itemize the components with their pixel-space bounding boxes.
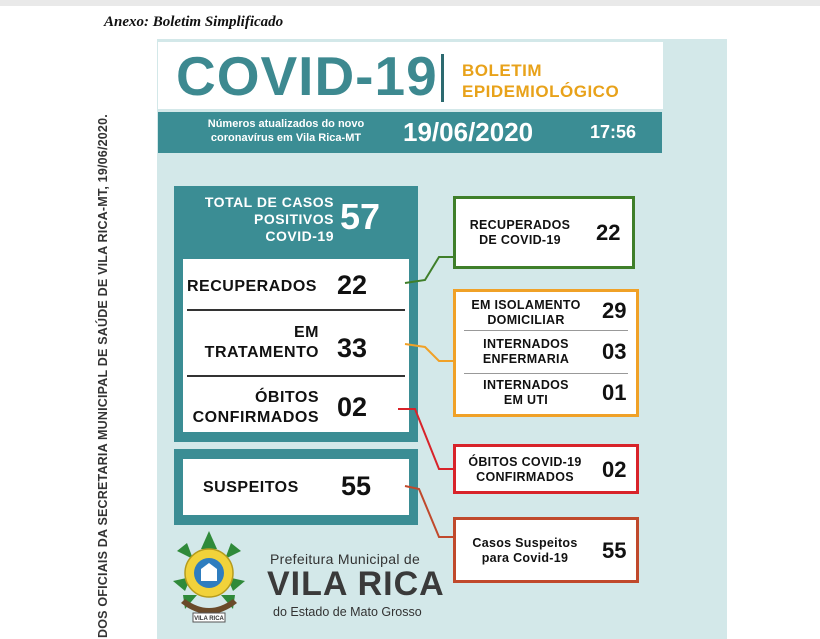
uti-value: 01 bbox=[602, 380, 627, 405]
isolamento-label bbox=[460, 298, 592, 328]
recuperados-card-label bbox=[460, 218, 580, 248]
obitos-card-label bbox=[460, 455, 590, 485]
obitos-label-line-2: CONFIRMADOS bbox=[192, 409, 319, 426]
tratamento-card bbox=[453, 289, 639, 417]
suspeitos-card-line-2: para Covid-19 bbox=[481, 551, 569, 565]
obitos-label-line-1: ÓBITOS bbox=[254, 389, 319, 406]
total-label-line-3: COVID-19 bbox=[265, 228, 334, 244]
suspeitos-connector bbox=[405, 486, 453, 537]
prefeitura-label: Prefeitura Municipal de bbox=[270, 551, 421, 567]
tratamento-card-divider-1 bbox=[464, 330, 628, 331]
logo-ribbon-text: VILA RICA bbox=[194, 616, 224, 622]
suspeitos-value: 55 bbox=[341, 471, 372, 501]
suspeitos-card bbox=[453, 517, 639, 583]
recuperados-connector bbox=[405, 257, 453, 283]
update-note-line-1: Números atualizados do novo bbox=[207, 118, 365, 130]
suspeitos-card-value: 55 bbox=[602, 538, 627, 563]
city-name: VILA RICA bbox=[267, 565, 445, 603]
recuperados-card-line-1: RECUPERADOS bbox=[469, 218, 571, 232]
enfermaria-label bbox=[460, 337, 592, 367]
recuperados-label: RECUPERADOS bbox=[187, 278, 317, 295]
update-note-line-2: coronavírus em Vila Rica-MT bbox=[210, 132, 362, 144]
update-time: 17:56 bbox=[590, 122, 637, 142]
obitos-card-line-1: ÓBITOS COVID-19 bbox=[468, 455, 582, 469]
isolamento-value: 29 bbox=[602, 298, 627, 323]
obitos-card-value: 02 bbox=[602, 457, 627, 482]
tratamento-label-line-1: EM bbox=[294, 324, 319, 341]
suspeitos-card-line-1: Casos Suspeitos bbox=[472, 536, 578, 550]
obitos-card bbox=[453, 444, 639, 494]
tratamento-label-line-2: TRATAMENTO bbox=[204, 344, 319, 361]
obitos-card-line-2: CONFIRMADOS bbox=[476, 470, 574, 484]
recuperados-value: 22 bbox=[337, 270, 368, 300]
bulletin-title: COVID-19 bbox=[176, 45, 438, 107]
vertical-source-note: DOS OFICIAIS DA SECRETARIA MUNICIPAL DE SAÚDE DE VILA RICA-MT, 19/06/2020. bbox=[96, 114, 110, 638]
recuperados-card-value: 22 bbox=[596, 220, 621, 245]
total-cases-value: 57 bbox=[340, 196, 381, 237]
isolamento-line-2: DOMICILIAR bbox=[487, 313, 565, 327]
obitos-value: 02 bbox=[337, 392, 368, 422]
covid-bulletin-poster bbox=[157, 39, 727, 639]
enfermaria-line-2: ENFERMARIA bbox=[482, 352, 570, 366]
enfermaria-value: 03 bbox=[602, 339, 627, 364]
subtitle-line-2: EPIDEMIOLÓGICO bbox=[462, 82, 620, 101]
tratamento-card-divider-2 bbox=[464, 373, 628, 374]
total-label-line-2: POSITIVOS bbox=[254, 211, 334, 227]
tratamento-value: 33 bbox=[337, 333, 368, 363]
state-label: do Estado de Mato Grosso bbox=[273, 605, 422, 619]
subtitle-line-1: BOLETIM bbox=[462, 61, 542, 80]
enfermaria-line-1: INTERNADOS bbox=[483, 337, 569, 351]
page-top-border bbox=[0, 0, 820, 6]
isolamento-line-1: EM ISOLAMENTO bbox=[471, 298, 581, 312]
suspeitos-label: SUSPEITOS bbox=[203, 479, 299, 496]
municipal-coat-of-arms-icon bbox=[171, 529, 247, 629]
update-date: 19/06/2020 bbox=[403, 117, 534, 147]
recuperados-card-line-2: DE COVID-19 bbox=[479, 233, 561, 247]
recuperados-card bbox=[453, 196, 635, 269]
tratamento-connector bbox=[405, 344, 453, 361]
uti-line-2: EM UTI bbox=[503, 393, 549, 407]
annex-title: Anexo: Boletim Simplificado bbox=[104, 14, 284, 30]
total-label-line-1: TOTAL DE CASOS bbox=[204, 194, 334, 210]
suspeitos-card-label bbox=[460, 536, 590, 566]
uti-line-1: INTERNADOS bbox=[483, 378, 569, 392]
obitos-connector bbox=[398, 409, 453, 469]
uti-label bbox=[460, 378, 592, 408]
